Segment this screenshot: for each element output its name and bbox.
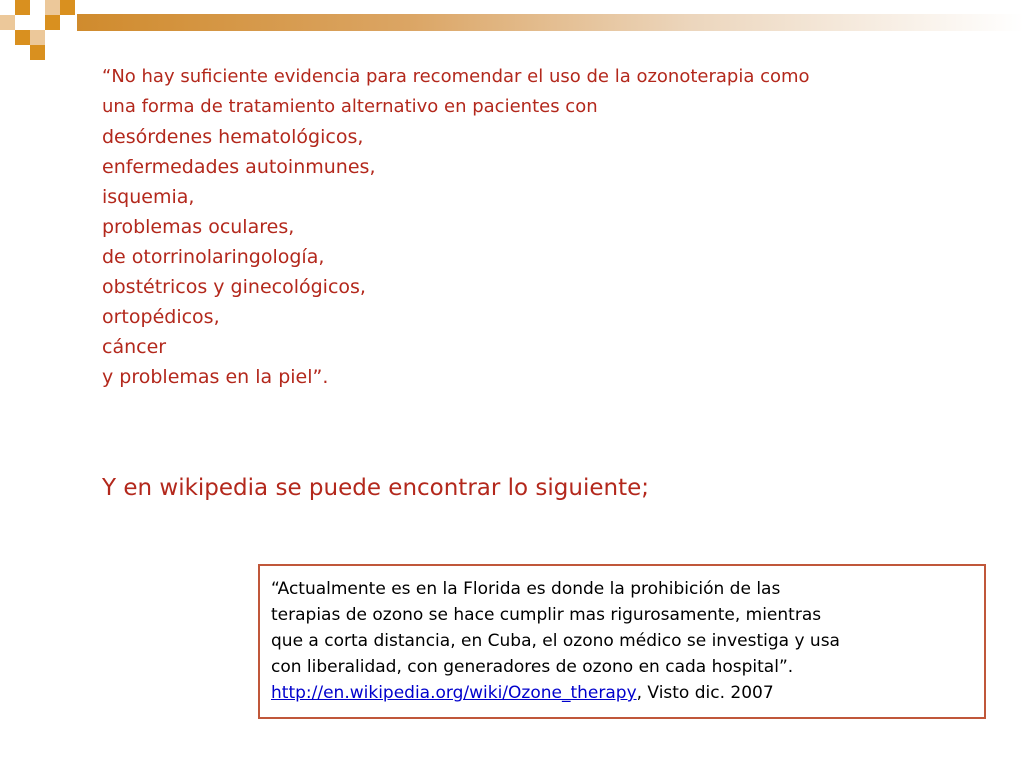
quote-list-item: cáncer — [102, 336, 167, 358]
wiki-quote-line: con liberalidad, con generadores de ozono en cada hospital”. — [271, 657, 794, 677]
quote-list-item: obstétricos y ginecológicos, — [102, 276, 366, 298]
citation-date: , Visto dic. 2007 — [636, 683, 774, 703]
wiki-heading: Y en wikipedia se puede encontrar lo siguiente; — [102, 475, 650, 501]
quote-list-item: ortopédicos, — [102, 306, 220, 328]
corner-decoration-square — [45, 0, 60, 15]
corner-decoration-square — [60, 0, 75, 15]
wiki-quote-box — [258, 564, 986, 719]
quote-list-item: desórdenes hematológicos, — [102, 126, 364, 148]
quote-list-item: enfermedades autoinmunes, — [102, 156, 376, 178]
corner-decoration-square — [45, 15, 60, 30]
corner-decoration-square — [15, 0, 30, 15]
quote-list-item: y problemas en la piel”. — [102, 366, 329, 388]
wikipedia-link[interactable]: http://en.wikipedia.org/wiki/Ozone_therapy — [271, 683, 637, 703]
quote-list-item: isquemia, — [102, 186, 195, 208]
header-gradient-bar — [77, 14, 1024, 31]
main-quote — [102, 62, 842, 392]
quote-list-item: de otorrinolaringología, — [102, 246, 325, 268]
wiki-quote-line: terapias de ozono se hace cumplir mas rigurosamente, mientras — [271, 605, 822, 625]
corner-decoration-square — [30, 45, 45, 60]
wiki-quote-line: que a corta distancia, en Cuba, el ozono médico se investiga y usa — [271, 631, 840, 651]
corner-decoration-square — [0, 15, 15, 30]
quote-intro: “No hay suficiente evidencia para recomendar el uso de la ozonoterapia como una forma de tratamiento alternativo en pacientes con — [102, 66, 810, 117]
corner-decoration-square — [15, 30, 30, 45]
corner-decoration-square — [30, 30, 45, 45]
wiki-quote-line: “Actualmente es en la Florida es donde la prohibición de las — [271, 579, 781, 599]
wiki-citation-line — [271, 680, 972, 706]
quote-list-item: problemas oculares, — [102, 216, 295, 238]
